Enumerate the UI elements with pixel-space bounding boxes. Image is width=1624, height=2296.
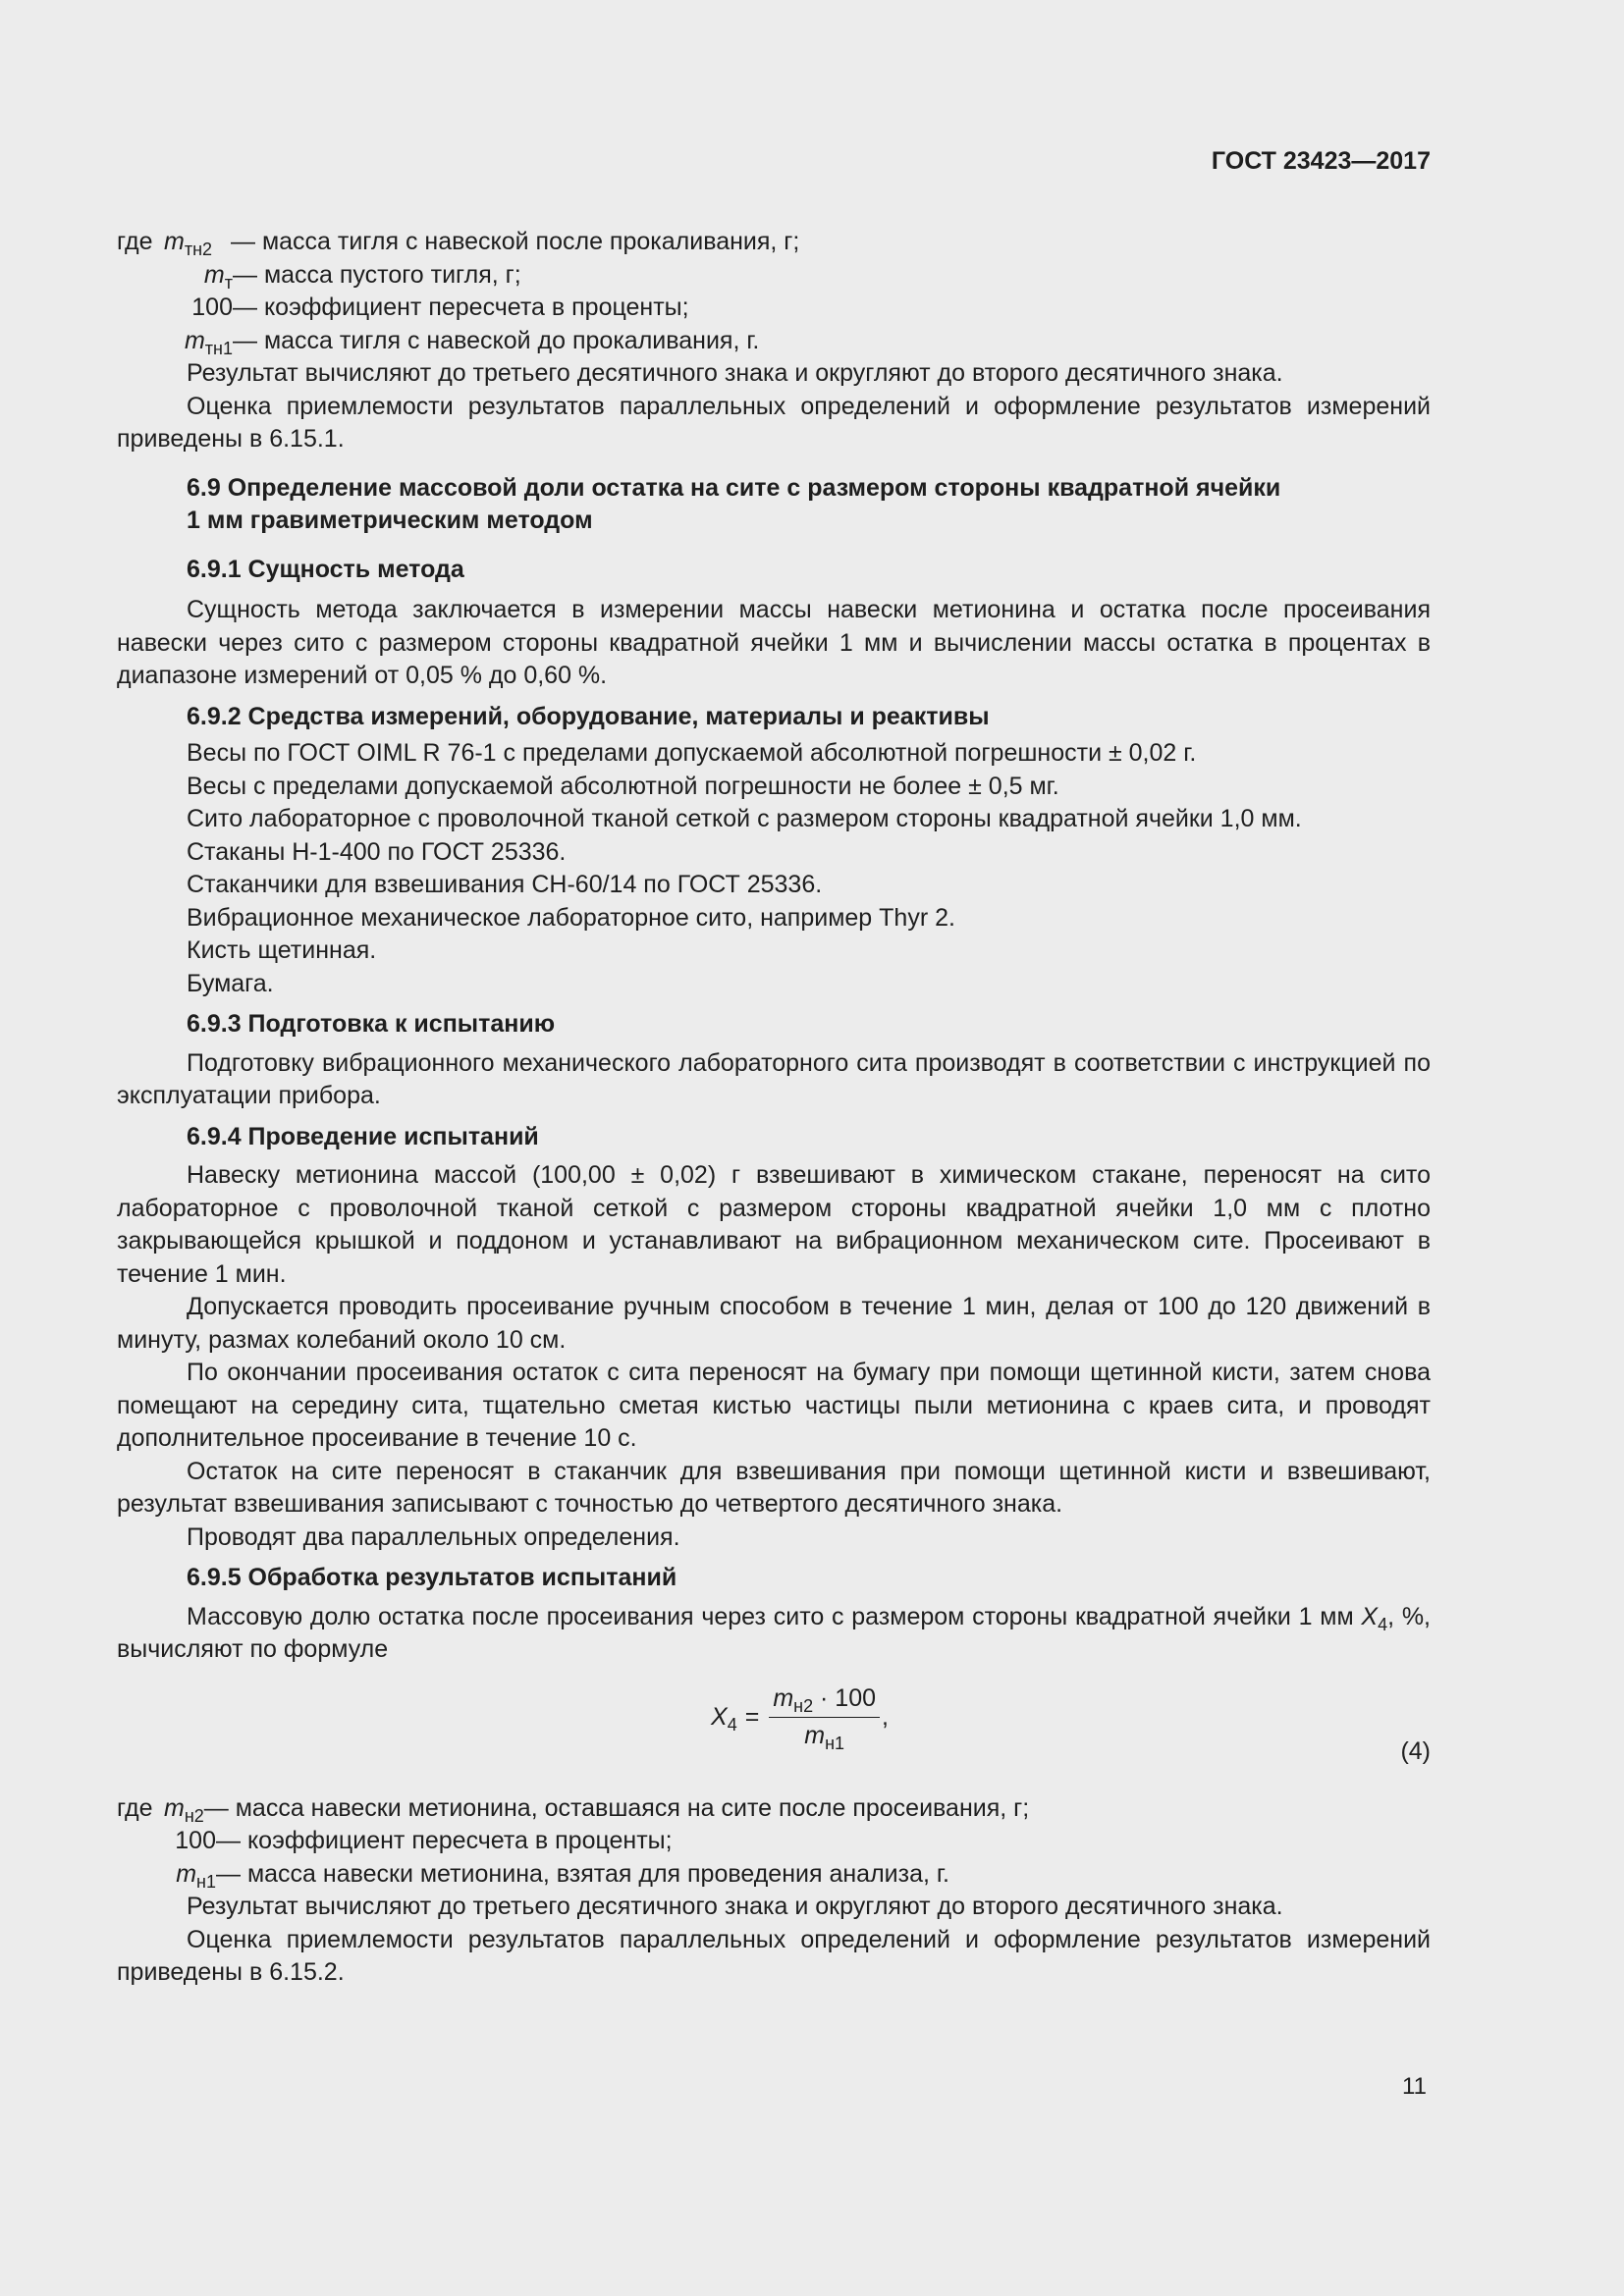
calculation-intro-paragraph: Массовую долю остатка после просеивания через сито с размером стороны квадратной ячейки 1 мм $X_4$, %, вычисляют по формуле [117,1602,1431,1663]
formula-equals: = [744,1702,760,1731]
formula [711,1682,889,1753]
list-item: Весы с пределами допускаемой абсолютной погрешности не более ± 0,5 мг. [187,772,1059,800]
legend-row [117,1858,1431,1892]
list-item: Стаканчики для взвешивания СН-60/14 по ГОСТ 25336. [187,871,823,898]
list-item: Весы по ГОСТ OIML R 76-1 с пределами допускаемой абсолютной погрешности ± 0,02 г. [187,739,1197,767]
page-content [117,226,1431,1990]
procedure-paragraph: Навеску метионина массой (100,00 ± 0,02) г взвешивают в химическом стакане, переносят на сито лабораторное с проволочной тканой сеткой с размером стороны квадратной ячейки 1,0 мм с плотно закрывающейся крышкой и поддоном и устанавливают на вибрационном механическом сите. Просеивают в течение 1 мин. [117,1161,1431,1288]
legend-text: — масса тигля с навеской после прокаливания, г; [231,228,800,255]
procedure-paragraph: Допускается проводить просеивание ручным способом в течение 1 мин, делая от 100 до 120 движений в минуту, размах колебаний около 10 см. [117,1293,1431,1354]
formula-block [117,1677,1431,1792]
legend-text: — масса пустого тигля, г; [233,260,521,289]
equation-number: (4) [1400,1736,1431,1765]
page-number: 11 [1402,2073,1427,2100]
formula-denominator: $m_{н1}$ [804,1722,845,1753]
section-heading: 6.9 Определение массовой доли остатка на сите с размером стороны квадратной ячейки 1 мм гравиметрическим методом [187,473,1281,534]
procedure-paragraph: По окончании просеивания остаток с сита переносят на бумагу при помощи щетинной кисти, затем снова помещают на середину сита, тщательно сметая кистью частицы пыли метионина с краев сита, и проводят дополнительное просеивание в течение 10 с. [117,1359,1431,1452]
legend-row [117,1792,1431,1826]
legend-row [117,259,1431,293]
legend-symbol: $m_т$ [203,260,233,293]
procedure-paragraph: Остаток на сите переносят в стаканчик для взвешивания при помощи щетинной кисти и взвешивают, результат взвешивания записывают с точностью до четвертого десятичного знака. [117,1457,1431,1518]
subsection-heading: 6.9.3 Подготовка к испытанию [187,1010,556,1038]
legend-row [117,325,1431,358]
list-item: Вибрационное механическое лабораторное сито, например Thyr 2. [187,903,955,932]
equipment-list [117,737,1431,1000]
result-paragraph: Результат вычисляют до третьего десятичного знака и округляют до второго десятичного знака. [187,359,1283,387]
list-item: Бумага. [187,969,274,997]
legend-text: — масса тигля с навеской до прокаливания, г. [233,326,760,354]
method-essence-paragraph: Сущность метода заключается в измерении массы навески метионина и остатка после просеивания навески через сито с размером стороны квадратной ячейки 1 мм и вычислении массы остатка в процентах в диапазоне измерений от 0,05 % до 0,60 %. [117,596,1431,689]
formula-lhs: $X_4$ [711,1702,737,1735]
legend-row [117,1825,1431,1858]
formula-numerator: $m_{н2} \cdot 100$ [769,1682,880,1719]
legend-text: — коэффициент пересчета в проценты; [216,1827,673,1854]
formula-comma: , [882,1702,889,1731]
procedure-paragraph: Проводят два параллельных определения. [187,1522,680,1551]
document-id-header: ГОСТ 23423—2017 [1211,147,1431,175]
formula-fraction [769,1682,880,1753]
subsection-heading: 6.9.4 Проведение испытаний [187,1122,539,1150]
legend-text: — масса навески метионина, взятая для проведения анализа, г. [216,1859,949,1888]
legend-symbol: $m_{тн2}$ [164,228,213,259]
legend-where: где [117,1793,153,1822]
assessment-paragraph: Оценка приемлемости результатов параллельных определений и оформление результатов измерений приведены в 6.15.1. [117,392,1431,453]
legend-text: — коэффициент пересчета в проценты; [233,294,689,321]
legend-where: где [117,228,153,255]
result-paragraph: Результат вычисляют до третьего десятичного знака и округляют до второго десятичного знака. [187,1893,1283,1920]
subsection-heading: 6.9.1 Сущность метода [187,555,464,583]
preparation-paragraph: Подготовку вибрационного механического лабораторного сита производят в соответствии с инструкцией по эксплуатации прибора. [117,1048,1431,1109]
list-item: Сито лабораторное с проволочной тканой сеткой с размером стороны квадратной ячейки 1,0 мм. [187,805,1302,832]
legend-symbol: $m_{н1}$ [176,1859,216,1892]
legend-symbol: $m_{н2}$ [164,1793,204,1826]
legend-row [117,292,1431,325]
list-item: Кисть щетинная. [187,936,377,964]
assessment-paragraph: Оценка приемлемости результатов параллельных определений и оформление результатов измерений приведены в 6.15.2. [117,1925,1431,1986]
legend-text: — масса навески метионина, оставшаяся на сите после просеивания, г; [203,1793,1030,1822]
list-item: Стаканы Н-1-400 по ГОСТ 25336. [187,837,567,866]
subsection-heading: 6.9.5 Обработка результатов испытаний [187,1564,677,1591]
legend-symbol: $m_{тн1}$ [184,326,233,358]
legend-row [117,226,1431,259]
subsection-heading: 6.9.2 Средства измерений, оборудование, материалы и реактивы [187,702,990,730]
legend-symbol: 100 [175,1827,216,1854]
legend-symbol: 100 [191,294,233,321]
